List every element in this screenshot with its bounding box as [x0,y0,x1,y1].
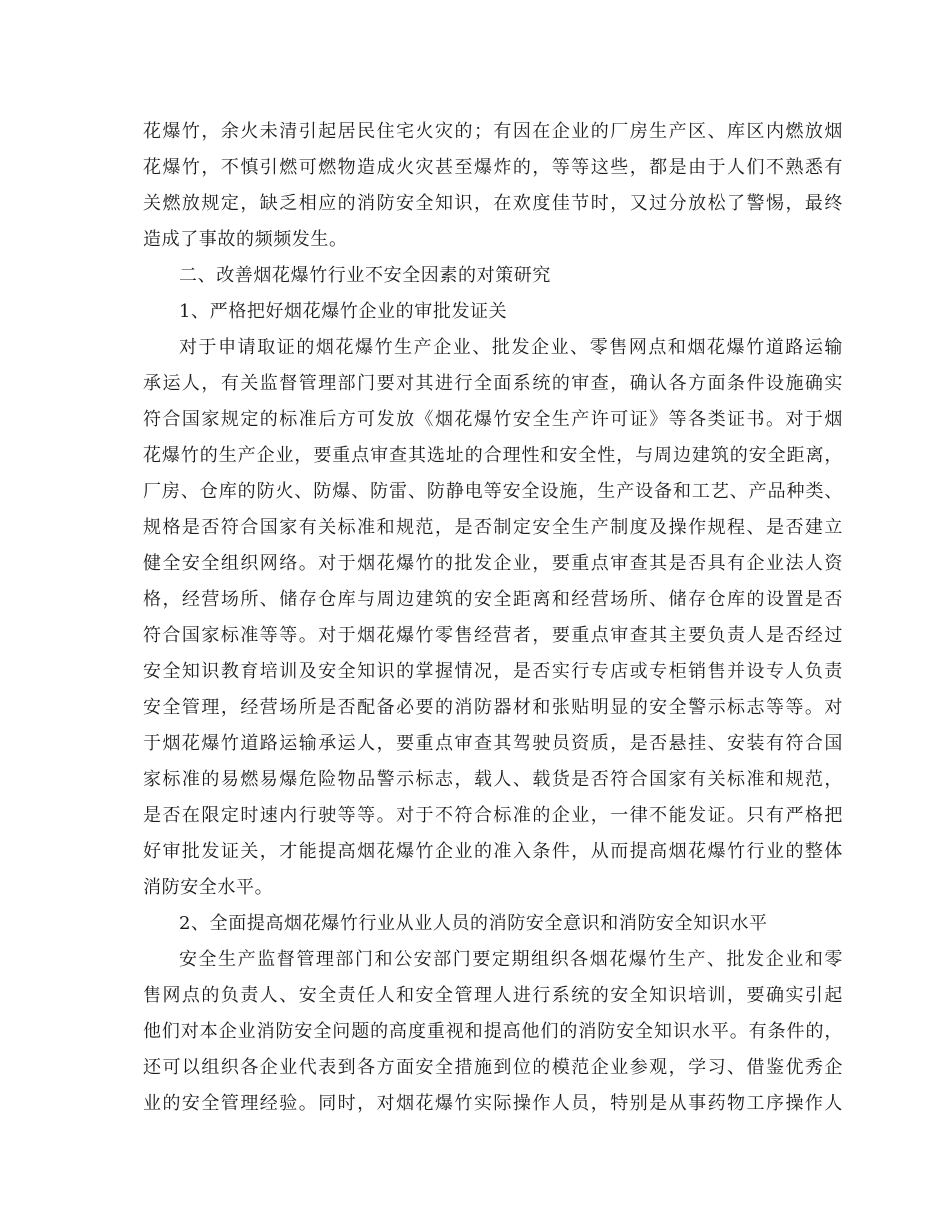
text-line: 健全安全组织网络。对于烟花爆竹的批发企业，要重点审查其是否具有企业法人资 [143,553,843,574]
text-line: 厂房、仓库的防火、防爆、防雷、防静电等安全设施，生产设备和工艺、产品种类、 [143,481,843,502]
text-line: 消防安全水平。 [143,877,274,898]
text-line: 好审批发证关，才能提高烟花爆竹企业的准入条件，从而提高烟花爆竹行业的整体 [143,841,843,862]
text-line: 格，经营场所、储存仓库与周边建筑的安全距离和经营场所、储存仓库的设置是否 [143,589,843,610]
text-line: 安全生产监督管理部门和公安部门要定期组织各烟花爆竹生产、批发企业和零 [179,949,843,970]
text-line: 符合国家标准等等。对于烟花爆竹零售经营者，要重点审查其主要负责人是否经过 [143,625,843,646]
text-line: 二、改善烟花爆竹行业不安全因素的对策研究 [179,265,551,286]
text-line: 还可以组织各企业代表到各方面安全措施到位的模范企业参观，学习、借鉴优秀企 [143,1057,843,1078]
text-line: 售网点的负责人、安全责任人和安全管理人进行系统的安全知识培训，要确实引起 [143,985,843,1006]
text-line: 对于申请取证的烟花爆竹生产企业、批发企业、零售网点和烟花爆竹道路运输 [179,337,843,358]
text-line: 业的安全管理经验。同时，对烟花爆竹实际操作人员，特别是从事药物工序操作人 [143,1093,843,1114]
text-line: 是否在限定时速内行驶等等。对于不符合标准的企业，一律不能发证。只有严格把 [143,805,843,826]
text-line: 他们对本企业消防安全问题的高度重视和提高他们的消防安全知识水平。有条件的， [143,1021,843,1042]
text-line: 安全管理，经营场所是否配备必要的消防器材和张贴明显的安全警示标志等等。对 [143,697,843,718]
text-line: 花爆竹的生产企业，要重点审查其选址的合理性和安全性，与周边建筑的安全距离， [143,445,843,466]
text-line: 造成了事故的频频发生。 [143,229,348,250]
text-line: 符合国家规定的标准后方可发放《烟花爆竹安全生产许可证》等各类证书。对于烟 [143,409,843,430]
document-body [143,114,843,1122]
text-line: 承运人，有关监督管理部门要对其进行全面系统的审查，确认各方面条件设施确实 [143,373,843,394]
text-line: 规格是否符合国家有关标准和规范，是否制定安全生产制度及操作规程、是否建立 [143,517,843,538]
text-line: 家标准的易燃易爆危险物品警示标志，载人、载货是否符合国家有关标准和规范， [143,769,843,790]
text-line: 关燃放规定，缺乏相应的消防安全知识，在欢度佳节时，又过分放松了警惕，最终 [143,193,843,214]
text-line: 于烟花爆竹道路运输承运人，要重点审查其驾驶员资质，是否悬挂、安装有符合国 [143,733,843,754]
text-line: 花爆竹，不慎引燃可燃物造成火灾甚至爆炸的，等等这些，都是由于人们不熟悉有 [143,157,843,178]
text-line: 2、全面提高烟花爆竹行业从业人员的消防安全意识和消防安全知识水平 [179,913,768,934]
text-line: 1、严格把好烟花爆竹企业的审批发证关 [179,301,508,322]
text-line: 安全知识教育培训及安全知识的掌握情况，是否实行专店或专柜销售并设专人负责 [143,661,843,682]
text-line: 花爆竹，余火未清引起居民住宅火灾的；有因在企业的厂房生产区、库区内燃放烟 [143,121,843,142]
